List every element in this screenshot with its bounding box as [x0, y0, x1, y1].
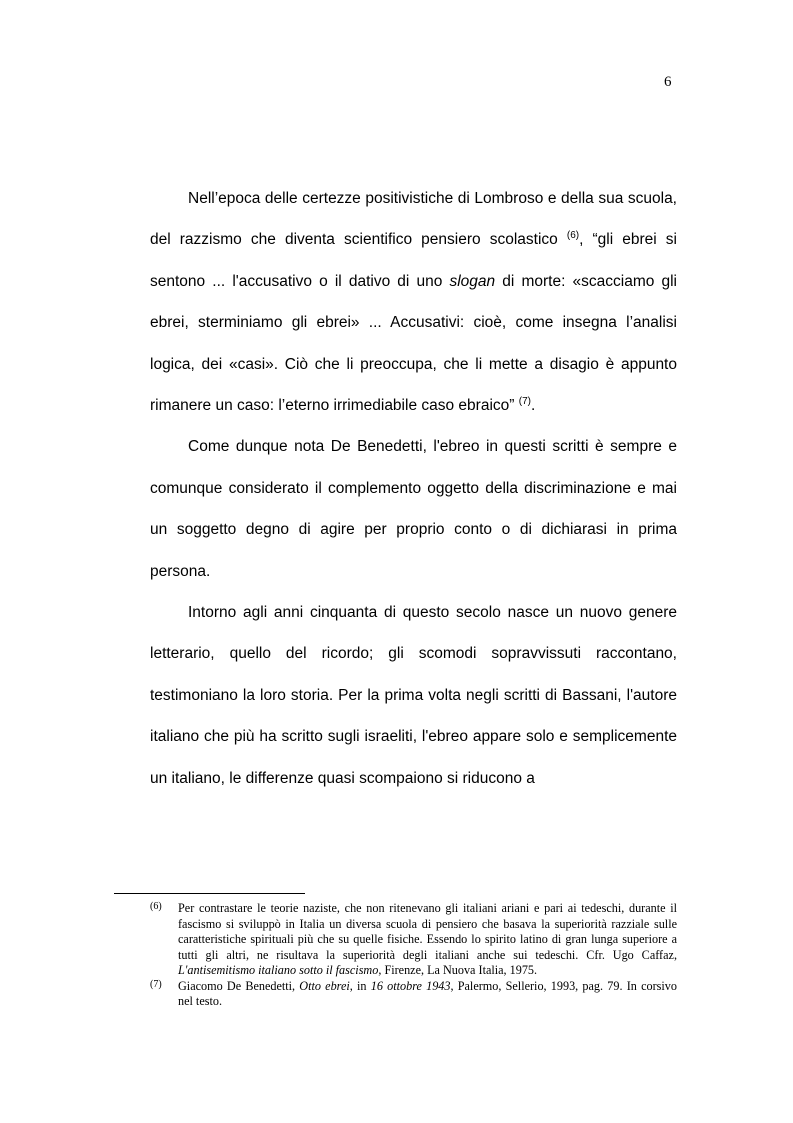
paragraph-text: Nell’epoca delle certezze positivistiche di Lombroso e della sua scuola, del razzismo che diventa scientifico pensiero scolastico [150, 190, 677, 249]
paragraph-de-benedetti: Come dunque nota De Benedetti, l'ebreo in questi scritti è sempre e comunque considerato il complemento oggetto della discriminazione e mai un soggetto degno di agire per proprio conto o di dichiarasi in prima persona. [150, 438, 677, 580]
footnote-marker: (6) [150, 901, 162, 912]
footnote-book-title: 16 ottobre 1943 [370, 978, 451, 993]
footnotes [150, 901, 677, 1010]
footnote-text: , Palermo, Sellerio, 1993, pag. 79. In corsivo nel testo. [178, 978, 677, 1008]
paragraph-lombroso [150, 178, 677, 426]
footnote-text: , in [349, 978, 371, 993]
paragraph-text: di morte: «scacciamo gli ebrei, sterminiamo gli ebrei» ... Accusativi: cioè, come insegna l’analisi logica, dei «casi». Ciò che li preoccupa, che li mette a disagio è appunto rimanere un caso: l’eterno irrimediabile caso ebraico” [150, 272, 677, 415]
footnote-marker: (7) [150, 978, 162, 990]
page-number: 6 [664, 74, 672, 90]
paragraph-text: . [530, 397, 536, 415]
footnote-7 [150, 979, 677, 1010]
footnote-text: , Firenze, La Nuova Italia, 1975. [378, 963, 538, 977]
body-text [150, 178, 677, 799]
footnote-text: Giacomo De Benedetti, [178, 978, 300, 993]
paragraph-text: , “gli ebrei si sentono ... l'accusativo o il dativo di uno [150, 231, 677, 290]
footnote-6 [150, 901, 677, 979]
footnote-reference-7[interactable]: (7) [518, 396, 531, 408]
footnote-book-title: Otto ebrei [299, 978, 350, 993]
paragraph-bassani: Intorno agli anni cinquanta di questo secolo nasce un nuovo genere letterario, quello del ricordo; gli scomodi sopravvissuti raccontano, testimoniano la loro storia. Per la prima volta negli scritti di Bassani, l'autore italiano che più ha scritto sugli israeliti, l'ebreo appare solo e semplicemente un italiano, le differenze quasi scompaiono si riducono a [150, 604, 677, 787]
footnote-text: Per contrastare le teorie naziste, che non ritenevano gli italiani ariani e pari ai tedeschi, durante il fascismo si sviluppò in Italia un diversa scuola di pensiero che basava la superiorità razziale sulle caratteristiche spirituali più che su quelle fisiche. Essendo lo spirito latino di gran lunga superiore a tutti gli altri, ne risultava la superiorità degli italiani anche sui tedeschi. Cfr. Ugo Caffaz, [178, 901, 677, 962]
footnote-separator [114, 893, 305, 894]
footnote-reference-6[interactable]: (6) [566, 230, 580, 242]
italic-word-slogan: slogan [449, 272, 496, 290]
footnote-book-title: L'antisemitismo italiano sotto il fascismo [178, 963, 379, 977]
